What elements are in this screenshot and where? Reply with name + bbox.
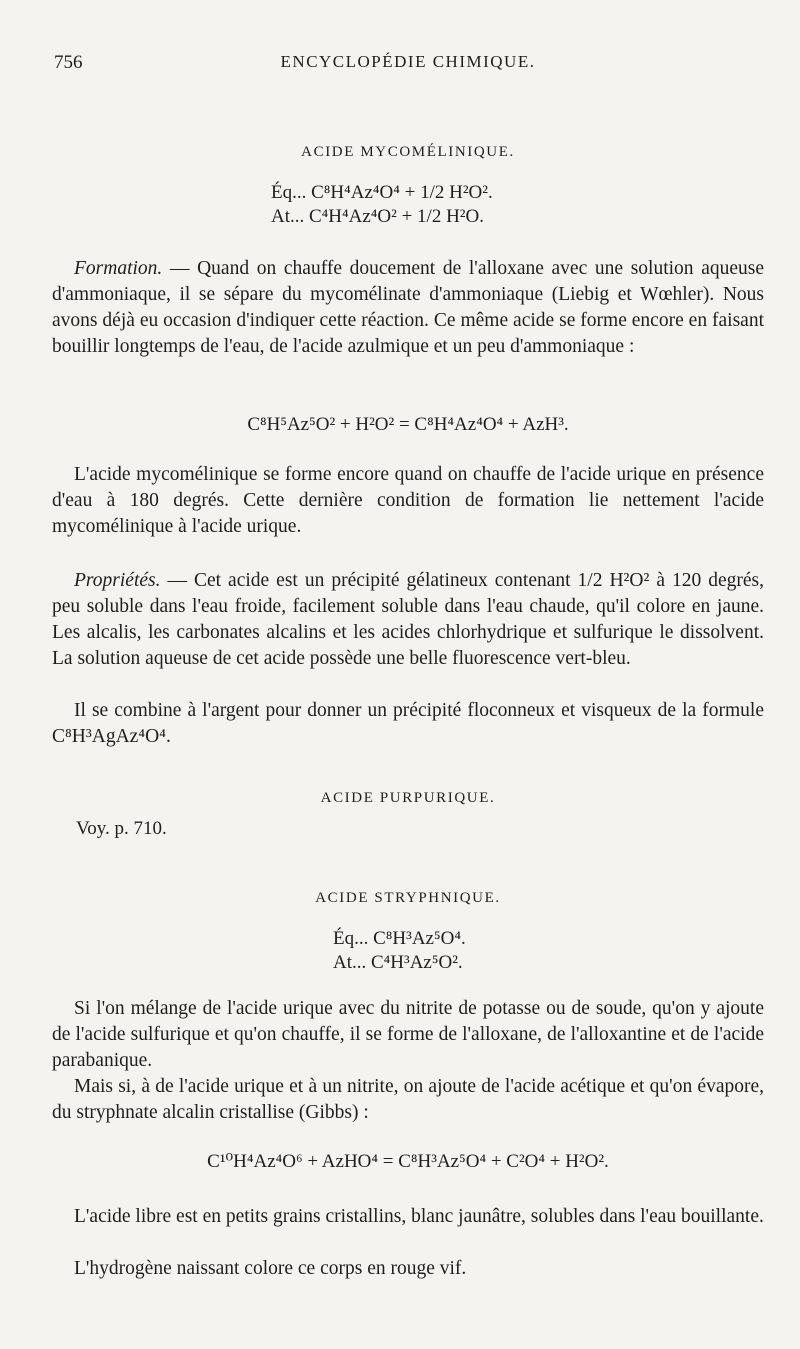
paragraph-formation	[52, 256, 764, 360]
equation-2: C¹⁰H⁴Az⁴O⁶ + AzHO⁴ = C⁸H³Az⁵O⁴ + C²O⁴ + H²O².	[207, 1151, 609, 1172]
document-page	[52, 0, 764, 1349]
formula-equivalent-stryphnique: Éq... C⁸H³Az⁵O⁴.	[333, 928, 466, 949]
proprietes-lead: Propriétés.	[74, 570, 161, 591]
formula-equivalent: Éq... C⁸H⁴Az⁴O⁴ + 1/2 H²O².	[271, 182, 493, 203]
running-title: ENCYCLOPÉDIE CHIMIQUE.	[280, 52, 536, 71]
cross-reference: Voy. p. 710.	[76, 818, 167, 839]
formation-text: — Quand on chauffe doucement de l'alloxane avec une solution aqueuse d'ammoniaque, il se sépare du mycomélinate d'ammoniaque (Liebig et Wœhler). Nous avons déjà eu occasion d'indiquer cette réaction. Ce même acide se forme encore en faisant bouillir longtemps de l'eau, de l'acide azulmique et un peu d'ammoniaque :	[52, 258, 764, 357]
formation-lead: Formation.	[74, 258, 163, 279]
section-title-purpurique: ACIDE PURPURIQUE.	[320, 790, 496, 806]
section-title-stryphnique: ACIDE STRYPHNIQUE.	[315, 890, 501, 906]
formula-atomic-stryphnique: At... C⁴H³Az⁵O².	[333, 952, 463, 973]
formula-atomic: At... C⁴H⁴Az⁴O² + 1/2 H²O.	[271, 206, 484, 227]
proprietes-text: — Cet acide est un précipité gélatineux contenant 1/2 H²O² à 120 degrés, peu soluble dans l'eau froide, facilement soluble dans l'eau chaude, qu'il colore en jaune. Les alcalis, les carbonates alcalins et les acides chlorhydrique et sulfurique le dissolvent. La solution aqueuse de cet acide possède une belle fluorescence vert-bleu.	[52, 570, 764, 669]
paragraph-argent: Il se combine à l'argent pour donner un précipité floconneux et visqueux de la formule C⁸H³AgAz⁴O⁴.	[52, 700, 764, 747]
paragraph-proprietes	[52, 568, 764, 672]
section-title-mycomelinique: ACIDE MYCOMÉLINIQUE.	[301, 144, 515, 160]
paragraph-acetique: Mais si, à de l'acide urique et à un nitrite, on ajoute de l'acide acétique et qu'on évapore, du stryphnate alcalin cristallise (Gibbs) :	[52, 1076, 764, 1123]
page-number: 756	[54, 52, 83, 73]
equation-1: C⁸H⁵Az⁵O² + H²O² = C⁸H⁴Az⁴O⁴ + AzH³.	[247, 414, 569, 435]
paragraph-urique: L'acide mycomélinique se forme encore quand on chauffe de l'acide urique en présence d'eau à 180 degrés. Cette dernière condition de formation lie nettement l'acide mycomélinique à l'acide urique.	[52, 464, 764, 537]
page-header	[52, 52, 764, 76]
paragraph-nitrite: Si l'on mélange de l'acide urique avec du nitrite de potasse ou de soude, qu'on y ajoute de l'acide sulfurique et qu'on chauffe, il se forme de l'alloxane, de l'alloxantine et de l'acide parabanique.	[52, 998, 764, 1071]
paragraph-hydrogene: L'hydrogène naissant colore ce corps en rouge vif.	[74, 1258, 467, 1279]
paragraph-acide-libre: L'acide libre est en petits grains cristallins, blanc jaunâtre, solubles dans l'eau bouillante.	[74, 1206, 764, 1227]
